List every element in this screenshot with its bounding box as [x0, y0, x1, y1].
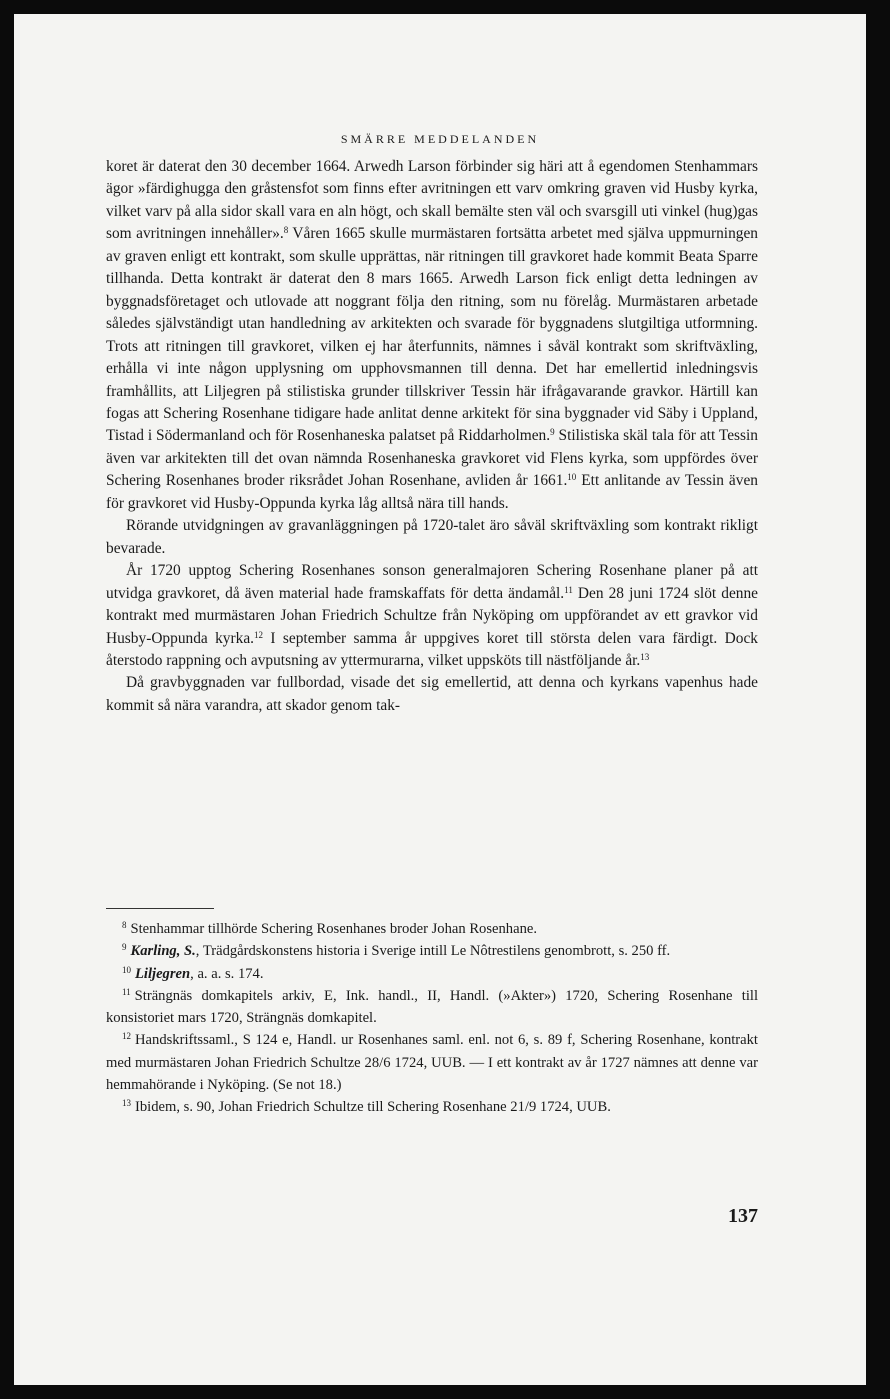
footnote-12 [106, 1029, 758, 1096]
footnote-ref-10[interactable]: 10 [567, 472, 577, 483]
page-number: 137 [728, 1205, 758, 1227]
footnote-11 [106, 985, 758, 1030]
footnote-ref-11[interactable]: 11 [564, 584, 573, 595]
paragraph-text: År 1720 upptog Schering Rosenhanes sonson generalmajoren Schering Rosenhane planer på att utvidga gravkoret, då även material hade framskaffats för detta ändamål. [106, 562, 758, 602]
footnote-text: Ibidem, s. 90, Johan Friedrich Schultze till Schering Rosenhane 21/9 1724, UUB. [135, 1099, 611, 1116]
document-page [14, 14, 866, 1385]
footnote-text: Handskriftssaml., S 124 e, Handl. ur Rosenhanes saml. enl. not 6, s. 89 f, Schering Rosenhane, kontrakt med murmästaren Johan Friedrich Schultze 28/6 1724, UUB. — I ett kontrakt av år 1727 nämnes att denne var hemmahörande i Nyköping. (Se not 18.) [106, 1032, 758, 1094]
footnote-ref-12[interactable]: 12 [254, 629, 264, 640]
footnote-marker: 11 [122, 986, 131, 997]
paragraph-text: Ett anlitande av Tessin även för gravkoret vid Husby-Oppunda kyrka låg alltså nära till hands. [106, 472, 758, 512]
footnote-divider [106, 908, 214, 909]
paragraph-2: Rörande utvidgningen av gravanläggningen på 1720-talet äro såväl skriftväxling som kontrakt rikligt bevarade. [106, 517, 758, 557]
paragraph-1 [106, 156, 758, 515]
running-head: SMÄRRE MEDDELANDEN [340, 132, 540, 146]
footnote-marker: 12 [122, 1031, 131, 1042]
paragraph-text: I september samma år uppgives koret till största delen vara färdigt. Dock återstodo rappning och avputsning av yttermurarna, vilket uppsköts till nästföljande år. [106, 629, 758, 669]
footnote-marker: 8 [122, 920, 127, 930]
body-text [106, 156, 758, 717]
footnotes [106, 918, 758, 1119]
footnote-8 [106, 918, 758, 940]
paragraph-text: Den 28 juni 1724 slöt denne kontrakt med murmästaren Johan Friedrich Schultze från Nyköping om uppförandet av ett gravkor vid Husby-Oppunda kyrka. [106, 584, 758, 647]
footnote-marker: 13 [122, 1098, 131, 1109]
paragraph-3 [106, 560, 758, 672]
footnote-author: Karling, S. [130, 943, 196, 960]
footnote-13 [106, 1096, 758, 1118]
footnote-ref-13[interactable]: 13 [640, 651, 650, 662]
footnote-10 [106, 963, 758, 985]
footnote-text: Strängnäs domkapitels arkiv, E, Ink. handl., II, Handl. (»Akter») 1720, Schering Rosenhane till konsistoriet mars 1720, Strängnäs domkapitel. [106, 987, 758, 1027]
footnote-ref-8[interactable]: 8 [283, 225, 289, 236]
footnote-marker: 10 [122, 964, 131, 975]
paragraph-text: Våren 1665 skulle murmästaren fortsätta arbetet med själva uppmurningen av graven enligt ett kontrakt, som skulle upprättas, när ritningen till gravkoret hade kommit Beata Sparre tillhanda. Detta kontrakt är daterat den 8 mars 1665. Arwedh Larson fick enligt detta ledningen av byggnadsföretaget och utlovade att noggrant följa den ritning, som nu förelåg. Murmästaren arbetade således självständigt utan handledning av arkitekten och svarade för byggnadens slutgiltiga utformning. Trots att ritningen till gravkoret, vilken ej har återfunnits, nämnes i såväl kontrakt som skriftväxling, erhålla vi inte någon upplysning om upphovsmannen till denna. Det har emellertid inledningsvis framhållits, att Liljegren på stilistiska grunder tillskriver Tessin här ifrågavarande gravkor. Härtill kan fogas att Schering Rosenhane tidigare hade anlitat denne arkitekt för sina byggnader vid Säby i Uppland, Tistad i Södermanland och för Rosenhaneska palatset på Riddarholmen. [106, 225, 758, 445]
footnote-9 [106, 940, 758, 962]
footnote-marker: 9 [122, 942, 127, 953]
paragraph-4: Då gravbyggnaden var fullbordad, visade det sig emellertid, att denna och kyrkans vapenhus hade kommit så nära varandra, att skador genom tak- [106, 674, 758, 714]
footnote-text: , a. a. s. 174. [190, 965, 264, 982]
footnote-ref-9[interactable]: 9 [550, 427, 555, 438]
footnote-text: , Trädgårdskonstens historia i Sverige intill Le Nôtrestilens genombrott, s. 250 ff. [195, 943, 671, 960]
paragraph-text: Stilistiska skäl tala för att Tessin även var arkitekten till det ovan nämnda Rosenhaneska gravkoret vid Flens kyrka, som uppfördes över Schering Rosenhanes broder riksrådet Johan Rosenhane, avliden år 1661. [106, 427, 758, 490]
paragraph-text: koret är daterat den 30 december 1664. Arwedh Larson förbinder sig häri att å egendomen Stenhammars ägor »färdighugga den gråstensfot som finns efter avritningen ett varv omkring graven vid Husby kyrka, vilket varv på alla sidor skall vara en aln högt, och skall bemälte sten väl och svarsgill uti vinkel (hug)gas som avritningen innehåller». [106, 158, 758, 243]
footnote-text: Stenhammar tillhörde Schering Rosenhanes broder Johan Rosenhane. [130, 921, 538, 937]
footnote-author: Liljegren [135, 965, 191, 982]
